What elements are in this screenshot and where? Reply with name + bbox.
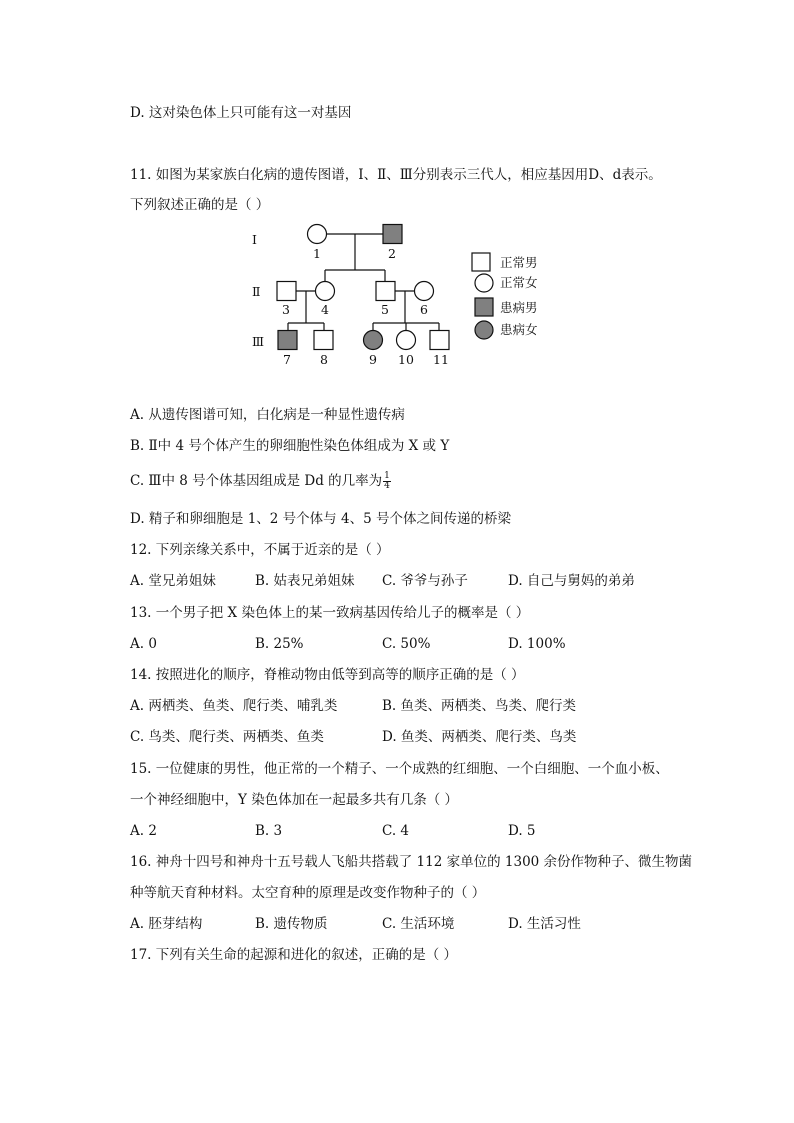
q15-option-d: D. 5 xyxy=(508,823,536,839)
q15-option-c: C. 4 xyxy=(382,823,410,839)
q14-option-a: A. 两栖类、鱼类、爬行类、哺乳类 xyxy=(130,698,338,714)
q13-stem: 13. 一个男子把 X 染色体上的某一致病基因传给儿子的概率是（ ） xyxy=(130,605,530,621)
pedigree-lines xyxy=(288,234,439,331)
label-4: 4 xyxy=(321,302,329,317)
individual-4-normal-female xyxy=(316,282,335,301)
legend-affected-male-label: 患病男 xyxy=(500,300,538,315)
q15-option-a: A. 2 xyxy=(130,823,157,839)
q14-option-c: C. 鸟类、爬行类、两栖类、鱼类 xyxy=(130,729,324,745)
label-5: 5 xyxy=(381,302,389,317)
q17-stem: 17. 下列有关生命的起源和进化的叙述，正确的是（ ） xyxy=(130,947,458,963)
individual-7-affected-male xyxy=(278,331,297,350)
individual-1-normal-female xyxy=(308,225,327,244)
q10-option-d: D. 这对染色体上只可能有这一对基因 xyxy=(130,105,352,121)
q11-option-c xyxy=(130,472,391,491)
q13-option-b: B. 25% xyxy=(255,636,304,652)
gen-label-3: Ⅲ xyxy=(252,334,265,349)
q12-option-d: D. 自己与舅妈的弟弟 xyxy=(508,573,635,589)
q12-option-c: C. 爷爷与孙子 xyxy=(382,573,468,589)
q13-option-c: C. 50% xyxy=(382,636,431,652)
q14-option-b: B. 鱼类、两栖类、鸟类、爬行类 xyxy=(382,698,577,714)
q12-option-a: A. 堂兄弟姐妹 xyxy=(130,573,216,589)
label-3: 3 xyxy=(282,302,290,317)
individual-2-affected-male xyxy=(383,225,402,244)
label-8: 8 xyxy=(320,352,328,367)
individual-8-normal-male xyxy=(314,331,333,350)
q11-option-c-text: C. Ⅲ中 8 号个体基因组成是 Dd 的几率为 xyxy=(130,473,383,489)
q12-option-b: B. 姑表兄弟姐妹 xyxy=(255,573,355,589)
label-7: 7 xyxy=(283,352,291,367)
label-10: 10 xyxy=(398,352,414,367)
individual-11-normal-male xyxy=(430,331,449,350)
q16-stem-line2: 种等航天育种材料。太空育种的原理是改变作物种子的（ ） xyxy=(130,885,486,901)
q14-stem: 14. 按照进化的顺序，脊椎动物由低等到高等的顺序正确的是（ ） xyxy=(130,667,525,683)
legend-affected-female-label: 患病女 xyxy=(500,322,538,337)
fraction-numerator: 1 xyxy=(384,471,390,481)
q12-stem: 12. 下列亲缘关系中，不属于近亲的是（ ） xyxy=(130,542,390,558)
label-6: 6 xyxy=(420,302,428,317)
q11-option-d: D. 精子和卵细胞是 1、2 号个体与 4、5 号个体之间传递的桥梁 xyxy=(130,511,511,527)
q16-stem-line1: 16. 神舟十四号和神舟十五号载人飞船共搭载了 112 家单位的 1300 余份作物种子、微生物菌 xyxy=(130,854,693,870)
legend-affected-male-symbol xyxy=(475,298,493,316)
legend-normal-male-label: 正常男 xyxy=(500,255,538,270)
label-9: 9 xyxy=(369,352,377,367)
q16-option-c: C. 生活环境 xyxy=(382,916,455,932)
individual-10-normal-female xyxy=(397,331,416,350)
q16-option-a: A. 胚芽结构 xyxy=(130,916,203,932)
q13-option-d: D. 100% xyxy=(508,636,566,652)
q16-option-b: B. 遗传物质 xyxy=(255,916,328,932)
individual-6-normal-female xyxy=(415,282,434,301)
q11-option-b: B. Ⅱ中 4 号个体产生的卵细胞性染色体组成为 X 或 Y xyxy=(130,438,450,454)
label-2: 2 xyxy=(388,246,396,261)
legend-normal-female-symbol xyxy=(475,274,493,292)
label-1: 1 xyxy=(313,246,321,261)
q11-option-a: A. 从遗传图谱可知，白化病是一种显性遗传病 xyxy=(130,407,405,423)
q14-option-d: D. 鱼类、两栖类、爬行类、鸟类 xyxy=(382,729,577,745)
individual-3-normal-male xyxy=(277,282,296,301)
q13-option-a: A. 0 xyxy=(130,636,157,652)
q15-option-b: B. 3 xyxy=(255,823,283,839)
q15-stem-line2: 一个神经细胞中，Y 染色体加在一起最多共有几条（ ） xyxy=(130,792,458,808)
q16-option-d: D. 生活习性 xyxy=(508,916,581,932)
pedigree-chart xyxy=(240,218,570,370)
individual-5-normal-male xyxy=(376,282,395,301)
fraction-one-quarter xyxy=(383,472,391,491)
individual-9-affected-female xyxy=(364,331,383,350)
q15-stem-line1: 15. 一位健康的男性，他正常的一个精子、一个成熟的红细胞、一个白细胞、一个血小板、 xyxy=(130,761,669,777)
label-11: 11 xyxy=(433,352,449,367)
q11-stem-line1: 11. 如图为某家族白化病的遗传图谱，Ⅰ、Ⅱ、Ⅲ分别表示三代人，相应基因用D、d表示。 xyxy=(130,167,662,183)
legend-affected-female-symbol xyxy=(475,321,493,339)
gen-label-1: Ⅰ xyxy=(252,232,257,247)
legend-normal-female-label: 正常女 xyxy=(500,275,538,290)
q11-stem-line2: 下列叙述正确的是（ ） xyxy=(130,197,270,213)
gen-label-2: Ⅱ xyxy=(252,284,261,299)
legend-normal-male-symbol xyxy=(472,253,490,271)
fraction-denominator: 4 xyxy=(384,481,390,491)
